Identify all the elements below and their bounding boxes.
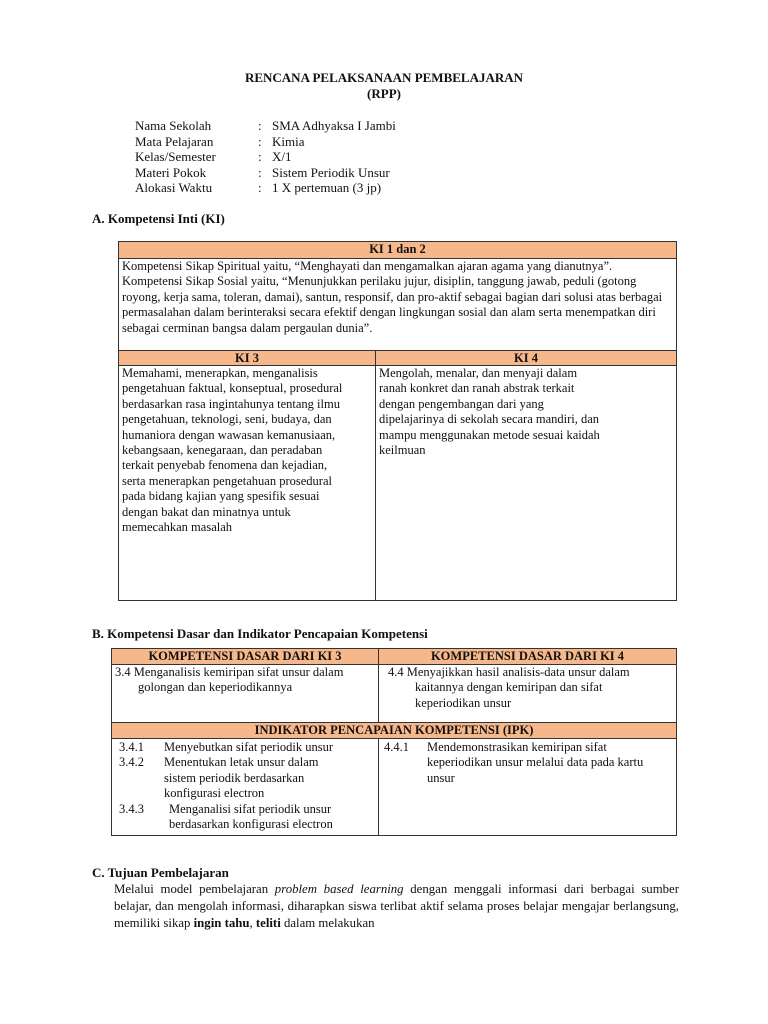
kd4-header: KOMPETENSI DASAR DARI KI 4 (379, 649, 677, 665)
ipk3-item: 3.4.3 Menganalisi sifat periodik unsur berdasarkan konfigurasi electron (119, 801, 333, 832)
ipk3-cell (112, 739, 379, 836)
identity-row: Kelas/Semester : X/1 (135, 149, 292, 164)
identity-row: Mata Pelajaran : Kimia (135, 133, 305, 149)
ki12-header: KI 1 dan 2 (119, 242, 677, 259)
ipk3-item: 3.4.2 Menentukan letak unsur dalam sistem periodik berdasarkan konfigurasi electron (119, 755, 319, 801)
ipk3-item: 3.4.1 Menyebutkan sifat periodik unsur (119, 740, 334, 754)
kd3-header: KOMPETENSI DASAR DARI KI 3 (112, 649, 379, 665)
identity-block (135, 118, 396, 196)
identity-row: Nama Sekolah : SMA Adhyaksa I Jambi (135, 118, 396, 133)
identity-row: Materi Pokok : Sistem Periodik Unsur (135, 164, 390, 180)
section-b-heading: B. Kompetensi Dasar dan Indikator Pencapaian Kompetensi (92, 626, 428, 641)
ki4-text: Mengolah, menalar, dan menyaji dalam ranah konkret dan ranah abstrak terkait dengan pengembangan dari yang dipelajarinya di sekolah secara mandiri, dan mampu menggunakan metode sesuai kaidah keilmuan (376, 366, 677, 601)
title-line-2: (RPP) (367, 86, 401, 101)
section-c-heading: C. Tujuan Pembelajaran (92, 865, 229, 880)
identity-row: Alokasi Waktu : 1 X pertemuan (3 jp) (135, 180, 382, 195)
kd4-text: 4.4 Menyajikkan hasil analisis-data unsur dalam kaitannya dengan kemiripan dan sifat keperiodikan unsur (379, 665, 677, 723)
section-a-heading: A. Kompetensi Inti (KI) (92, 211, 225, 226)
ki12-text: Kompetensi Sikap Spiritual yaitu, “Menghayati dan mengamalkan ajaran agama yang dianutnya”. Kompetensi Sikap Sosial yaitu, “Menunjukkan perilaku jujur, disiplin, tanggung jawab, peduli (gotong royong, kerja sama, toleran, damai), santun, responsif, dan pro-aktif sebagai bagian dari solusi atas berbagai permasalahan dalam berinteraksi secara efektif dengan lingkungan sosial dan alam serta menempatkan diri sebagai cerminan bangsa dalam pergaulan dunia”. (119, 259, 677, 351)
ki3-text: Memahami, menerapkan, menganalisis pengetahuan faktual, konseptual, prosedural berdasarkan rasa ingintahunya tentang ilmu pengetahuan, teknologi, seni, budaya, dan humaniora dengan wawasan kemanusiaan, kebangsaan, kenegaraan, dan peradaban terkait penyebab fenomena dan kejadian, serta menerapkan pengetahuan prosedural pada bidang kajian yang spesifik sesuai dengan bakat dan minatnya untuk memecahkan masalah (119, 366, 376, 601)
kd3-text: 3.4 Menganalisis kemiripan sifat unsur dalam golongan dan keperiodikannya (112, 665, 379, 723)
ipk-header: INDIKATOR PENCAPAIAN KOMPETENSI (IPK) (112, 723, 677, 739)
kd-table (111, 648, 677, 836)
title-line-1: RENCANA PELAKSANAAN PEMBELAJARAN (244, 70, 524, 85)
ki3-header: KI 3 (119, 351, 376, 366)
learning-objective-paragraph: Melalui model pembelajaran problem based learning dengan menggali informasi dari berbagai sumber belajar, dan mengolah informasi, diharapkan siswa terlibat aktif selama proses belajar mengajar berlangsung, memiliki sikap ingin tahu, teliti dalam melakukan (114, 882, 679, 930)
ki4-header: KI 4 (376, 351, 677, 366)
ipk4-item: 4.4.1 Mendemonstrasikan kemiripan sifat keperiodikan unsur melalui data pada kartu unsur (384, 740, 644, 785)
ki-table (118, 241, 677, 601)
ipk4-cell (379, 739, 677, 836)
document-title (0, 70, 768, 102)
